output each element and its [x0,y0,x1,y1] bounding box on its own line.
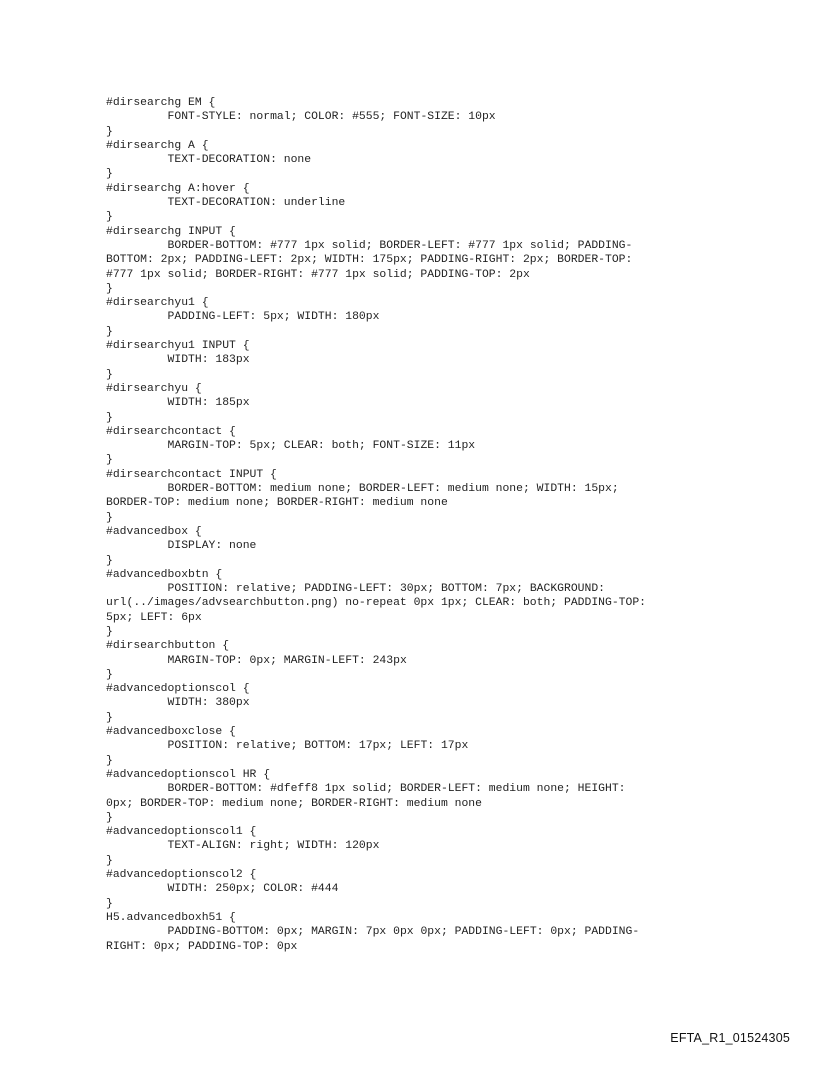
code-line: PADDING-BOTTOM: 0px; MARGIN: 7px 0px 0px; PADDING-LEFT: 0px; PADDING- [106,926,640,939]
code-line: } [106,125,113,138]
code-line: } [106,897,113,910]
code-line: #advancedbox { [106,525,202,538]
code-line: WIDTH: 250px; COLOR: #444 [106,883,339,896]
code-line: #dirsearchg A:hover { [106,182,250,195]
code-line: BORDER-BOTTOM: #dfeff8 1px solid; BORDER-LEFT: medium none; HEIGHT: [106,783,626,796]
code-line: #advancedboxbtn { [106,568,223,581]
code-line: 0px; BORDER-TOP: medium none; BORDER-RIGHT: medium none [106,797,482,810]
code-line: BORDER-BOTTOM: #777 1px solid; BORDER-LEFT: #777 1px solid; PADDING- [106,239,633,252]
code-line: H5.advancedboxh51 { [106,911,236,924]
code-line: POSITION: relative; BOTTOM: 17px; LEFT: 17px [106,740,469,753]
code-line: 5px; LEFT: 6px [106,611,202,624]
code-line: #dirsearchg A { [106,139,209,152]
code-line: #advancedoptionscol2 { [106,869,257,882]
code-line: TEXT-ALIGN: right; WIDTH: 120px [106,840,380,853]
code-line: TEXT-DECORATION: none [106,154,312,167]
code-line: WIDTH: 183px [106,354,250,367]
code-line: MARGIN-TOP: 5px; CLEAR: both; FONT-SIZE: 11px [106,440,476,453]
code-line: } [106,325,113,338]
code-line: #dirsearchg EM { [106,97,216,109]
code-line: #dirsearchg INPUT { [106,225,236,238]
code-line: } [106,168,113,181]
code-line: WIDTH: 380px [106,697,250,710]
code-line: } [106,368,113,381]
code-line: #advancedoptionscol1 { [106,826,257,839]
code-line: } [106,211,113,224]
code-line: } [106,854,113,867]
code-line: #advancedoptionscol { [106,683,250,696]
css-code-block [106,96,646,954]
code-line: #dirsearchcontact INPUT { [106,468,277,481]
code-line: } [106,668,113,681]
code-line: BORDER-BOTTOM: medium none; BORDER-LEFT: medium none; WIDTH: 15px; [106,483,619,496]
code-line: } [106,454,113,467]
code-line: BORDER-TOP: medium none; BORDER-RIGHT: medium none [106,497,448,510]
code-line: MARGIN-TOP: 0px; MARGIN-LEFT: 243px [106,654,407,667]
code-line: url(../images/advsearchbutton.png) no-repeat 0px 1px; CLEAR: both; PADDING-TOP: [106,597,647,610]
code-line: PADDING-LEFT: 5px; WIDTH: 180px [106,311,380,324]
code-line: #dirsearchbutton { [106,640,230,653]
code-line: TEXT-DECORATION: underline [106,197,346,210]
code-line: RIGHT: 0px; PADDING-TOP: 0px [106,940,298,953]
code-line: } [106,282,113,295]
code-line: #advancedboxclose { [106,726,236,739]
code-line: #777 1px solid; BORDER-RIGHT: #777 1px solid; PADDING-TOP: 2px [106,268,530,281]
code-line: } [106,811,113,824]
document-id-label: EFTA_R1_01524305 [670,1031,790,1045]
code-line: } [106,411,113,424]
code-line: } [106,625,113,638]
code-line: FONT-STYLE: normal; COLOR: #555; FONT-SIZE: 10px [106,111,496,124]
code-line: } [106,754,113,767]
code-line: #dirsearchyu1 { [106,297,209,310]
code-line: } [106,554,113,567]
code-line: } [106,511,113,524]
code-line: #advancedoptionscol HR { [106,768,271,781]
code-line: #dirsearchyu1 INPUT { [106,340,250,353]
code-line: } [106,711,113,724]
code-line: #dirsearchcontact { [106,425,236,438]
code-line: DISPLAY: none [106,540,257,553]
code-line: BOTTOM: 2px; PADDING-LEFT: 2px; WIDTH: 175px; PADDING-RIGHT: 2px; BORDER-TOP: [106,254,633,267]
code-line: WIDTH: 185px [106,397,250,410]
code-line: #dirsearchyu { [106,382,202,395]
code-line: POSITION: relative; PADDING-LEFT: 30px; BOTTOM: 7px; BACKGROUND: [106,583,606,596]
